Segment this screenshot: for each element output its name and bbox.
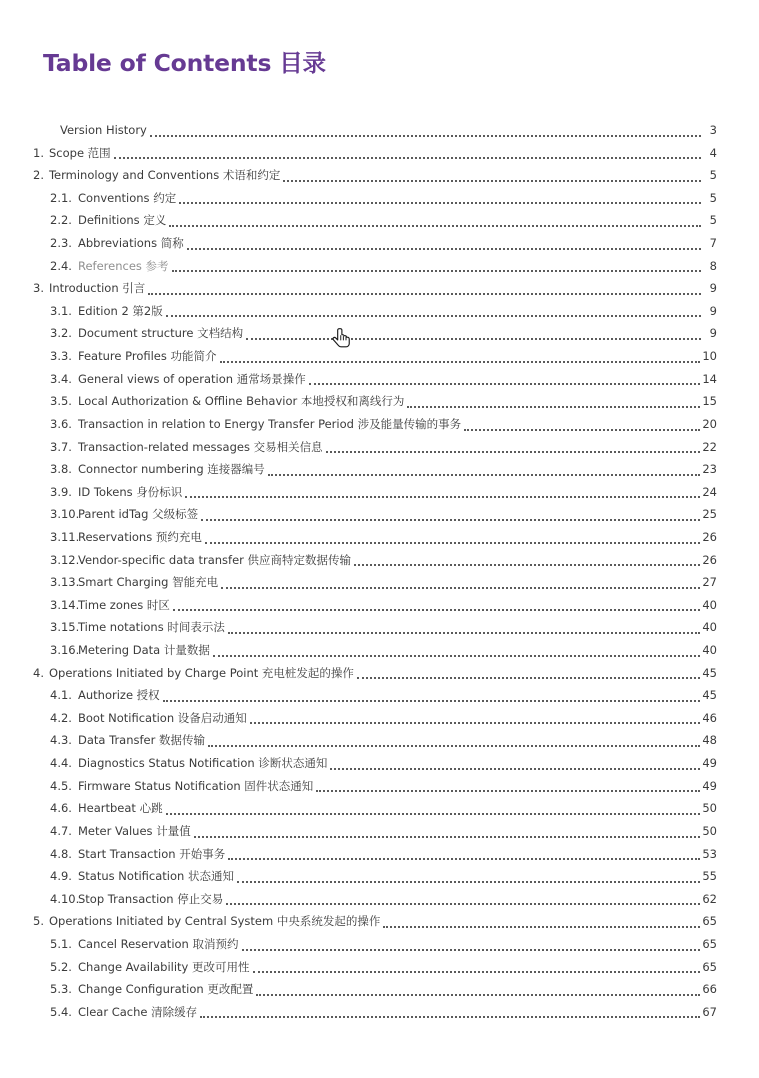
toc-entry-number: 3.12. — [50, 552, 80, 567]
dotted-leader — [250, 722, 701, 724]
toc-entry-number: 2.3. — [50, 236, 72, 251]
toc-entry[interactable] — [33, 775, 717, 798]
toc-entry-label: ID Tokens 身份标识 — [78, 484, 183, 499]
toc-entry-number: 2.2. — [50, 213, 72, 228]
dotted-leader — [242, 949, 701, 951]
toc-entry-number: 3.13. — [50, 575, 80, 590]
toc-entry-number: 3.8. — [50, 462, 72, 477]
toc-entry-page-number: 40 — [702, 643, 717, 658]
toc-entry[interactable] — [33, 729, 717, 752]
toc-entry-label: Vendor-specific data transfer 供应商特定数据传输 — [78, 552, 352, 567]
toc-entry[interactable] — [33, 458, 717, 481]
toc-entry-number: 3.6. — [50, 416, 72, 431]
dotted-leader — [383, 926, 700, 928]
toc-entry-number: 4.4. — [50, 756, 72, 771]
toc-entry-page-number: 48 — [702, 733, 717, 748]
toc-entry-label: Abbreviations 简称 — [78, 236, 184, 251]
dotted-leader — [226, 903, 700, 905]
toc-entry-page-number: 8 — [709, 258, 717, 273]
toc-entry[interactable] — [33, 933, 717, 956]
dotted-leader — [354, 564, 700, 566]
toc-entry-label: Introduction 引言 — [48, 281, 146, 296]
dotted-leader — [316, 790, 700, 792]
toc-entry-number: 3.3. — [50, 349, 72, 364]
dotted-leader — [228, 632, 701, 634]
toc-entry-label: Status Notification 状态通知 — [78, 869, 234, 884]
toc-entry-label: Transaction in relation to Energy Transfer Period 涉及能量传输的事务 — [78, 416, 462, 431]
toc-entry[interactable] — [33, 277, 717, 300]
toc-entry[interactable] — [33, 481, 717, 504]
dotted-leader — [185, 496, 700, 498]
toc-entry[interactable] — [33, 232, 717, 255]
toc-entry[interactable] — [33, 797, 717, 820]
toc-entry-page-number: 25 — [702, 507, 717, 522]
toc-entry[interactable] — [33, 639, 717, 662]
dotted-leader — [187, 248, 701, 250]
toc-entry-number: 3.1. — [50, 303, 72, 318]
toc-entry-page-number: 49 — [702, 756, 717, 771]
toc-entry-page-number: 9 — [709, 303, 717, 318]
dotted-leader — [208, 745, 700, 747]
toc-entry-number: 4. — [33, 665, 44, 680]
toc-entry[interactable] — [33, 142, 717, 165]
toc-entry-label: Operations Initiated by Charge Point 充电桩发起的操作 — [48, 665, 354, 680]
toc-entry-number: 2.1. — [50, 190, 72, 205]
toc-entry-page-number: 26 — [702, 529, 717, 544]
toc-entry-label: Terminology and Conventions 术语和约定 — [48, 168, 281, 183]
toc-entry[interactable] — [33, 571, 717, 594]
toc-entry-number: 3.9. — [50, 484, 72, 499]
toc-entry-number: 4.10. — [50, 891, 80, 906]
toc-entry[interactable] — [33, 390, 717, 413]
toc-entry-label: Stop Transaction 停止交易 — [78, 891, 224, 906]
toc-entry-number: 4.7. — [50, 823, 72, 838]
toc-entry-number: 5.1. — [50, 936, 72, 951]
toc-entry[interactable] — [33, 978, 717, 1001]
toc-entry-page-number: 9 — [709, 281, 717, 296]
toc-entry-number: 4.9. — [50, 869, 72, 884]
toc-entry[interactable] — [33, 164, 717, 187]
toc-entry-label: Diagnostics Status Notification 诊断状态通知 — [78, 756, 328, 771]
toc-entry-number: 5.2. — [50, 959, 72, 974]
dotted-leader — [163, 700, 701, 702]
toc-entry[interactable] — [33, 888, 717, 911]
toc-entry[interactable] — [33, 300, 717, 323]
toc-entry-number: 5.4. — [50, 1004, 72, 1019]
toc-entry-label: Boot Notification 设备启动通知 — [78, 710, 247, 725]
toc-entry-page-number: 50 — [702, 823, 717, 838]
toc-entry[interactable] — [33, 322, 717, 345]
dotted-leader — [166, 813, 701, 815]
toc-entry-label: Edition 2 第2版 — [78, 303, 163, 318]
toc-entry-page-number: 26 — [702, 552, 717, 567]
toc-entry-label: Feature Profiles 功能简介 — [78, 349, 217, 364]
dotted-leader — [268, 474, 701, 476]
toc-entry[interactable] — [33, 255, 717, 278]
toc-entry-page-number: 66 — [702, 982, 717, 997]
toc-entry-page-number: 65 — [702, 959, 717, 974]
dotted-leader — [201, 519, 700, 521]
toc-entry-label: Local Authorization & Offline Behavior 本地授权和离线行为 — [78, 394, 405, 409]
toc-entry-label: Reservations 预约充电 — [78, 529, 202, 544]
toc-entry-number: 3.16. — [50, 643, 80, 658]
toc-entry-label: Smart Charging 智能充电 — [78, 575, 219, 590]
toc-entry-page-number: 22 — [702, 439, 717, 454]
dotted-leader — [220, 361, 701, 363]
toc-entry-page-number: 23 — [702, 462, 717, 477]
toc-entry[interactable] — [33, 707, 717, 730]
toc-entry-label: Version History — [60, 123, 147, 137]
dotted-leader — [114, 157, 701, 159]
toc-entry-number: 3.10. — [50, 507, 80, 522]
toc-entry-number: 2. — [33, 168, 44, 183]
toc-entry[interactable] — [33, 436, 717, 459]
dotted-leader — [237, 881, 700, 883]
dotted-leader — [407, 406, 700, 408]
toc-entry-number: 5. — [33, 914, 44, 929]
toc-entry-page-number: 49 — [702, 778, 717, 793]
toc-entry[interactable] — [33, 956, 717, 979]
toc-entry-number: 3.2. — [50, 326, 72, 341]
toc-entry-label: Clear Cache 清除缓存 — [78, 1004, 198, 1019]
toc-entry-page-number: 15 — [702, 394, 717, 409]
toc-entry-label: Conventions 约定 — [78, 190, 177, 205]
dotted-leader — [464, 429, 700, 431]
toc-entry[interactable] — [33, 187, 717, 210]
toc-entry-label: Change Availability 更改可用性 — [78, 959, 250, 974]
toc-entry-label: Authorize 授权 — [78, 688, 160, 703]
toc-entry[interactable] — [33, 1001, 717, 1024]
table-of-contents — [33, 119, 717, 1023]
toc-entry-label: Time zones 时区 — [78, 597, 170, 612]
toc-entry-number: 3.7. — [50, 439, 72, 454]
toc-entry-number: 2.4. — [50, 258, 72, 273]
dotted-leader — [194, 836, 701, 838]
toc-entry[interactable] — [33, 684, 717, 707]
toc-entry-label: References 参考 — [78, 258, 169, 273]
page-title: Table of Contents 目录 — [43, 49, 326, 77]
toc-entry-page-number: 65 — [702, 914, 717, 929]
dotted-leader — [221, 587, 700, 589]
toc-entry-label: Scope 范围 — [48, 145, 111, 160]
toc-entry-label: Time notations 时间表示法 — [78, 620, 225, 635]
toc-entry[interactable] — [33, 209, 717, 232]
toc-entry-label: Definitions 定义 — [78, 213, 167, 228]
toc-entry-page-number: 14 — [702, 371, 717, 386]
toc-entry-label: Metering Data 计量数据 — [78, 643, 210, 658]
toc-entry-label: Transaction-related messages 交易相关信息 — [78, 439, 323, 454]
toc-entry[interactable] — [33, 752, 717, 775]
toc-entry-page-number: 24 — [702, 484, 717, 499]
dotted-leader — [309, 383, 701, 385]
toc-entry-number: 1. — [33, 145, 44, 160]
dotted-leader — [172, 270, 701, 272]
toc-entry-page-number: 5 — [709, 190, 717, 205]
dotted-leader — [256, 994, 700, 996]
toc-entry-page-number: 40 — [702, 620, 717, 635]
toc-entry[interactable] — [33, 865, 717, 888]
dotted-leader — [205, 542, 700, 544]
toc-entry-label: Change Configuration 更改配置 — [78, 982, 254, 997]
toc-entry-page-number: 45 — [702, 688, 717, 703]
toc-entry-page-number: 7 — [709, 236, 717, 251]
toc-entry-number: 3.11. — [50, 529, 80, 544]
dotted-leader — [200, 1016, 700, 1018]
toc-entry[interactable] — [33, 820, 717, 843]
toc-entry-label: General views of operation 通常场景操作 — [78, 371, 306, 386]
toc-entry-page-number: 10 — [702, 349, 717, 364]
toc-entry-label: Data Transfer 数据传输 — [78, 733, 206, 748]
toc-entry-label: Parent idTag 父级标签 — [78, 507, 199, 522]
toc-entry-number: 4.3. — [50, 733, 72, 748]
dotted-leader — [213, 655, 700, 657]
toc-entry-number: 4.6. — [50, 801, 72, 816]
toc-entry[interactable] — [33, 549, 717, 572]
dotted-leader — [246, 338, 701, 340]
toc-entry-page-number: 5 — [709, 213, 717, 228]
toc-entry-number: 4.5. — [50, 778, 72, 793]
toc-entry-label: Start Transaction 开始事务 — [78, 846, 226, 861]
toc-entry-label: Operations Initiated by Central System 中央系统发起的操作 — [48, 914, 381, 929]
toc-entry-number: 3.5. — [50, 394, 72, 409]
toc-entry-page-number: 46 — [702, 710, 717, 725]
toc-entry[interactable] — [33, 662, 717, 685]
toc-entry-label: Heartbeat 心跳 — [78, 801, 163, 816]
toc-entry-number: 3.14. — [50, 597, 80, 612]
toc-entry[interactable] — [33, 503, 717, 526]
toc-entry-page-number: 20 — [702, 416, 717, 431]
toc-entry-label: Document structure 文档结构 — [78, 326, 244, 341]
toc-entry-page-number: 40 — [702, 597, 717, 612]
toc-entry-label: Meter Values 计量值 — [78, 823, 191, 838]
toc-entry-page-number: 55 — [702, 869, 717, 884]
toc-entry-page-number: 5 — [709, 168, 717, 183]
toc-entry-page-number: 67 — [702, 1004, 717, 1019]
toc-entry-page-number: 45 — [702, 665, 717, 680]
toc-entry-page-number: 65 — [702, 936, 717, 951]
dotted-leader — [228, 858, 700, 860]
toc-entry[interactable] — [33, 843, 717, 866]
dotted-leader — [330, 768, 700, 770]
toc-entry-page-number: 4 — [709, 145, 717, 160]
dotted-leader — [148, 293, 701, 295]
toc-entry[interactable] — [33, 910, 717, 933]
toc-entry-page-number: 9 — [709, 326, 717, 341]
toc-entry-label: Firmware Status Notification 固件状态通知 — [78, 778, 314, 793]
toc-entry[interactable] — [33, 413, 717, 436]
toc-entry-page-number: 27 — [702, 575, 717, 590]
dotted-leader — [326, 451, 701, 453]
dotted-leader — [179, 202, 701, 204]
toc-entry-page-number: 50 — [702, 801, 717, 816]
toc-entry-number: 3.15. — [50, 620, 80, 635]
toc-entry[interactable] — [33, 368, 717, 391]
toc-entry-number: 4.1. — [50, 688, 72, 703]
dotted-leader — [150, 135, 701, 137]
dotted-leader — [253, 971, 701, 973]
dotted-leader — [283, 180, 701, 182]
toc-entry-page-number: 53 — [702, 846, 717, 861]
toc-entry-label: Cancel Reservation 取消预约 — [78, 936, 239, 951]
dotted-leader — [357, 677, 700, 679]
toc-entry-page-number: 3 — [709, 123, 717, 137]
toc-entry[interactable] — [33, 526, 717, 549]
toc-entry[interactable] — [33, 616, 717, 639]
toc-entry[interactable] — [33, 119, 717, 142]
toc-entry[interactable] — [33, 594, 717, 617]
toc-entry-number: 4.8. — [50, 846, 72, 861]
toc-entry-number: 3. — [33, 281, 44, 296]
toc-entry-page-number: 62 — [702, 891, 717, 906]
toc-entry-number: 5.3. — [50, 982, 72, 997]
toc-entry-number: 4.2. — [50, 710, 72, 725]
toc-entry[interactable] — [33, 345, 717, 368]
dotted-leader — [173, 609, 700, 611]
toc-entry-label: Connector numbering 连接器编号 — [78, 462, 265, 477]
toc-entry-number: 3.4. — [50, 371, 72, 386]
dotted-leader — [166, 315, 701, 317]
dotted-leader — [169, 225, 701, 227]
